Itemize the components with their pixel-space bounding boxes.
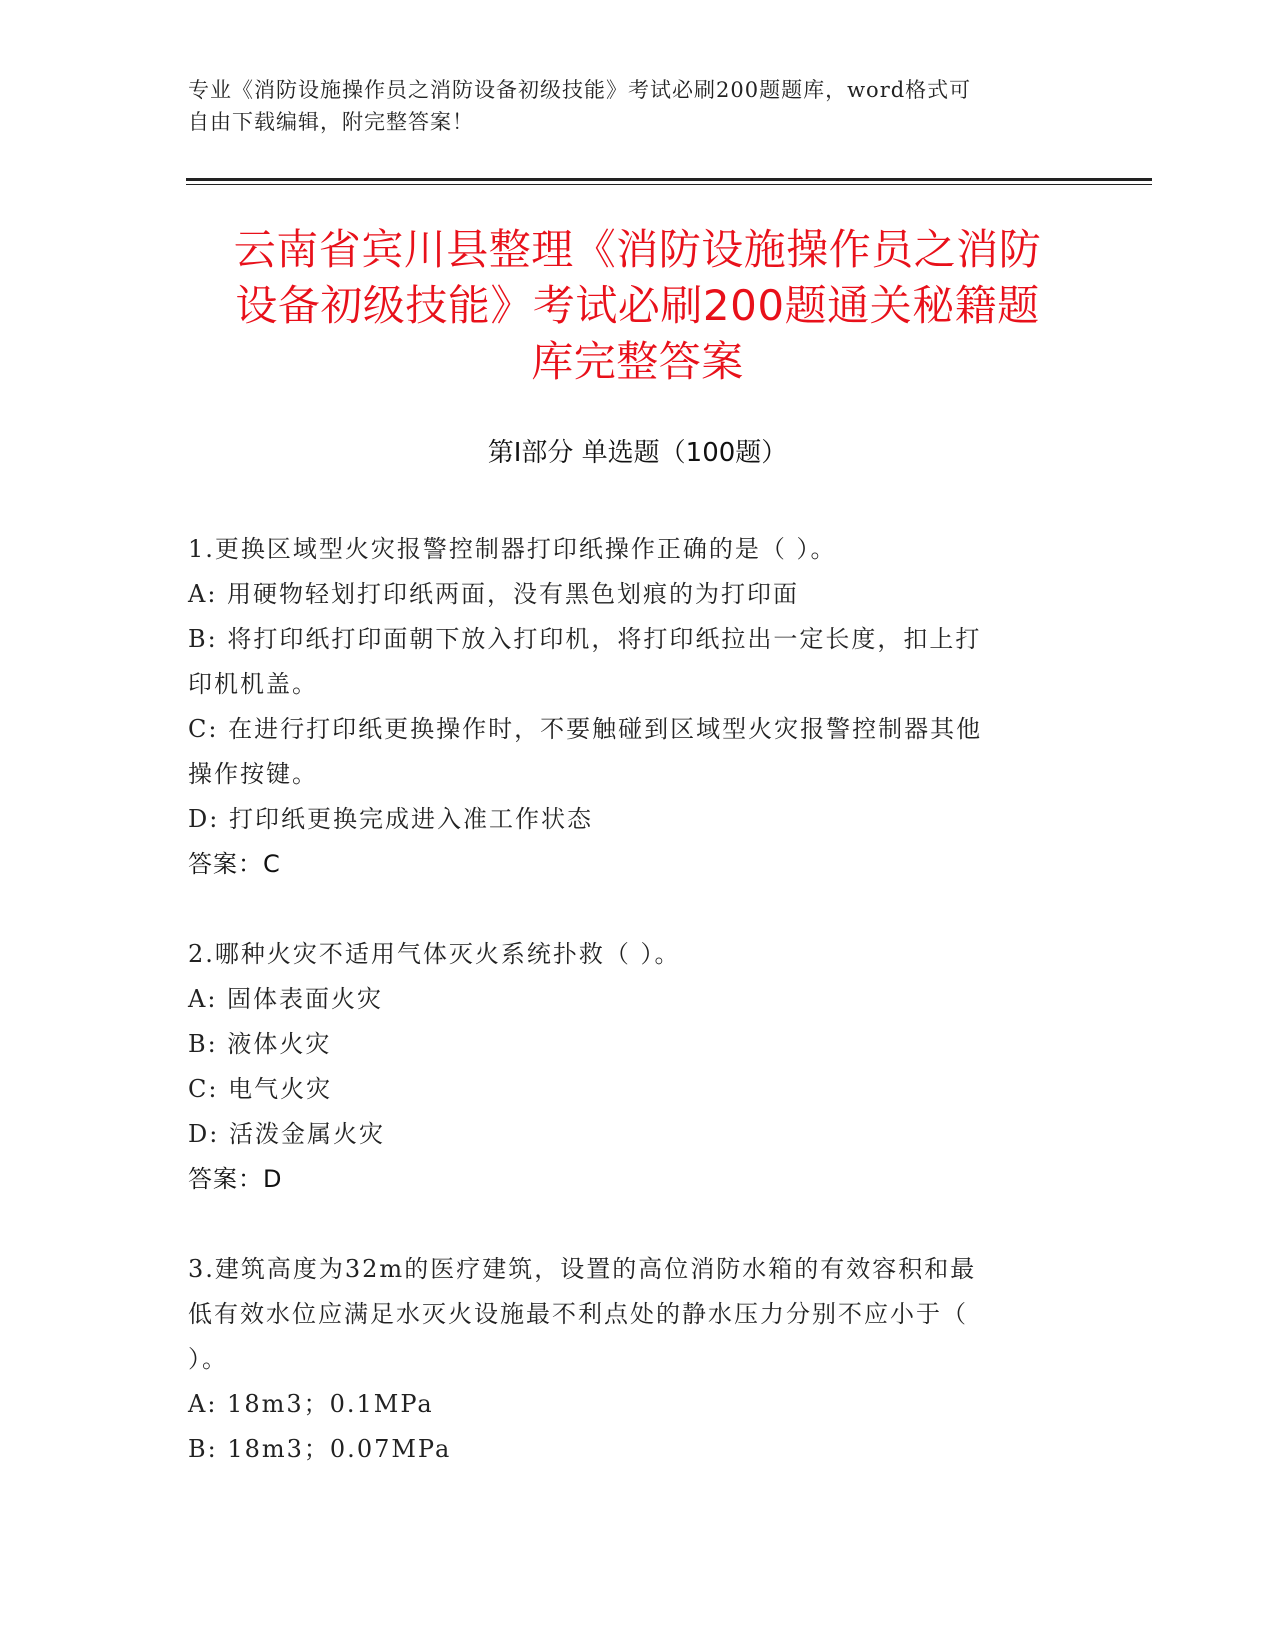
title-line-3: 库完整答案 (531, 337, 744, 386)
question-option: D: 打印纸更换完成进入准工作状态 (188, 805, 593, 833)
question-option: C: 在进行打印纸更换操作时，不要触碰到区域型火灾报警控制器其他 (188, 715, 983, 743)
question-option: 印机机盖。 (188, 670, 318, 698)
question-stem: 低有效水位应满足水灭火设施最不利点处的静水压力分别不应小于（ (188, 1300, 968, 1328)
question-list (188, 527, 1068, 1472)
question-option: B: 18m3；0.07MPa (188, 1435, 452, 1463)
question-option: 操作按键。 (188, 760, 318, 788)
question-option: D: 活泼金属火灾 (188, 1120, 385, 1148)
question-option: A: 18m3；0.1MPa (188, 1390, 434, 1418)
question-stem: 2.哪种火灾不适用气体灭火系统扑救（ ）。 (188, 940, 681, 968)
question-option: C: 电气火灾 (188, 1075, 333, 1103)
title-line-2: 设备初级技能》考试必刷200题通关秘籍题 (235, 281, 1040, 330)
intro-line-2: 自由下载编辑，附完整答案！ (188, 110, 474, 134)
answer-line: 答案：D (188, 1165, 283, 1193)
question-option: B: 将打印纸打印面朝下放入打印机，将打印纸拉出一定长度，扣上打 (188, 625, 982, 653)
header-divider (186, 178, 1152, 185)
document-title (160, 222, 1115, 390)
question-stem: 3.建筑高度为32m的医疗建筑，设置的高位消防水箱的有效容积和最 (188, 1255, 977, 1283)
question-stem: 1.更换区域型火灾报警控制器打印纸操作正确的是（ ）。 (188, 535, 837, 563)
question-block (188, 932, 1068, 1247)
question-stem: ）。 (188, 1345, 228, 1373)
question-block (188, 527, 1068, 932)
intro-line-1: 专业《消防设施操作员之消防设备初级技能》考试必刷200题题库，word格式可 (188, 78, 972, 102)
question-spacer (188, 1202, 1068, 1247)
divider-thick-line (186, 178, 1152, 181)
question-option: B: 液体火灾 (188, 1030, 332, 1058)
question-block (188, 1247, 1068, 1472)
section-heading: 第Ⅰ部分 单选题（100题） (487, 438, 788, 468)
answer-line: 答案：C (188, 850, 281, 878)
divider-thin-line (186, 184, 1152, 185)
intro-text (188, 74, 1068, 138)
question-spacer (188, 887, 1068, 932)
question-option: A: 用硬物轻划打印纸两面，没有黑色划痕的为打印面 (188, 580, 800, 608)
question-option: A: 固体表面火灾 (188, 985, 384, 1013)
title-line-1: 云南省宾川县整理《消防设施操作员之消防 (233, 225, 1042, 274)
